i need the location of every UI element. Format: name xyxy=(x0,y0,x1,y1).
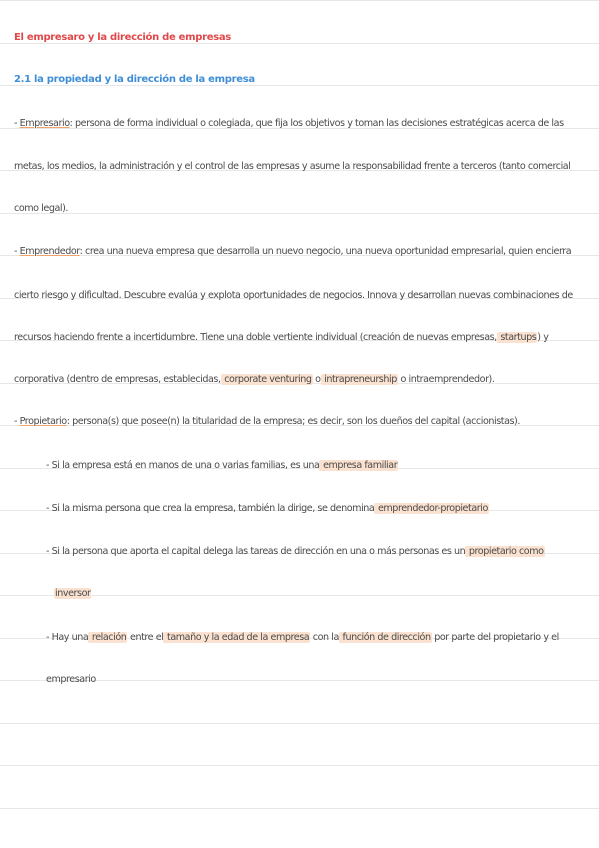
term-emprendedor: Emprendedor xyxy=(19,246,80,257)
empresario-line-1 xyxy=(14,118,585,130)
highlight-empresa-familiar: empresa familiar xyxy=(320,460,398,471)
definition-text: recursos haciendo frente a incertidumbre. Tiene una doble vertiente individual (creación de nuevas empresas, xyxy=(14,332,497,343)
sub-item-propietario-inversor xyxy=(46,546,585,558)
definition-text: corporativa (dentro de empresas, establecidas, xyxy=(14,374,221,385)
definition-text: o intraemprendedor). xyxy=(397,374,495,385)
document-title-text: El empresaro y la dirección de empresas xyxy=(14,32,231,43)
emprendedor-line-3 xyxy=(14,332,585,344)
sub-item-text: - Hay una xyxy=(46,632,89,643)
definition-text: : crea una nueva empresa que desarrolla un nuevo negocio, una nueva oportunidad empresarial, quien encierra xyxy=(79,246,572,257)
empresario-line-2 xyxy=(14,161,585,173)
definition-text: : persona de forma individual o colegiada, que fija los objetivos y toman las decisiones estratégicas acerca de las xyxy=(69,118,564,129)
sub-item-propietario-inversor-cont xyxy=(54,588,585,600)
sub-item-text: - Si la misma persona que crea la empresa, también la dirige, se denomina xyxy=(46,503,375,514)
highlight-relacion: relación xyxy=(89,632,127,643)
propietario-line-1 xyxy=(14,416,585,428)
sub-item-text: entre el xyxy=(127,632,164,643)
emprendedor-line-4 xyxy=(14,374,585,386)
definition-text: cierto riesgo y dificultad. Descubre evalúa y explota oportunidades de negocios. Innova y desarrollan nuevas combinaciones de xyxy=(14,290,573,301)
section-heading xyxy=(14,74,585,86)
document-title xyxy=(14,32,585,44)
sub-item-text: - Si la persona que aporta el capital delega las tareas de dirección en una o más personas es un xyxy=(46,546,466,557)
definition-text: como legal). xyxy=(14,203,69,214)
definition-text: o xyxy=(312,374,321,385)
bullet: - xyxy=(14,118,20,129)
sub-item-text: con la xyxy=(310,632,339,643)
definition-text: : persona(s) que posee(n) la titularidad de la empresa; es decir, son los dueños del capital (accionistas). xyxy=(66,416,520,427)
bullet: - xyxy=(14,246,20,257)
emprendedor-line-1 xyxy=(14,246,585,258)
highlight-tamano-edad: tamaño y la edad de la empresa xyxy=(164,632,310,643)
highlight-inversor: inversor xyxy=(55,588,91,599)
sub-item-text: empresario xyxy=(46,674,96,685)
highlight-propietario-como: propietario como xyxy=(466,546,544,557)
definition-text: ) y xyxy=(537,332,549,343)
sub-item-text: por parte del propietario y el xyxy=(431,632,559,643)
definition-text: metas, los medios, la administración y el control de las empresas y asume la responsabilidad frente a terceros (tanto comercial xyxy=(14,161,571,172)
bullet: - xyxy=(14,416,20,427)
term-empresario: Empresario xyxy=(19,118,70,129)
empresario-line-3 xyxy=(14,203,585,215)
highlight-intrapreneurship: intrapreneurship xyxy=(321,374,397,385)
sub-item-emprendedor-propietario xyxy=(46,503,585,515)
highlight-corporate-venturing: corporate venturing xyxy=(221,374,312,385)
section-heading-text: 2.1 la propiedad y la dirección de la empresa xyxy=(14,74,255,85)
sub-item-familiar xyxy=(46,460,585,472)
term-propietario: Propietario xyxy=(19,416,67,427)
highlight-emprendedor-propietario: emprendedor-propietario xyxy=(375,503,488,514)
highlight-startups: startups xyxy=(497,332,537,343)
emprendedor-line-2 xyxy=(14,290,585,302)
sub-item-relacion xyxy=(46,632,585,644)
sub-item-relacion-cont xyxy=(46,674,585,686)
sub-item-text: - Si la empresa está en manos de una o varias familias, es una xyxy=(46,460,320,471)
highlight-funcion-direccion: función de dirección xyxy=(339,632,431,643)
